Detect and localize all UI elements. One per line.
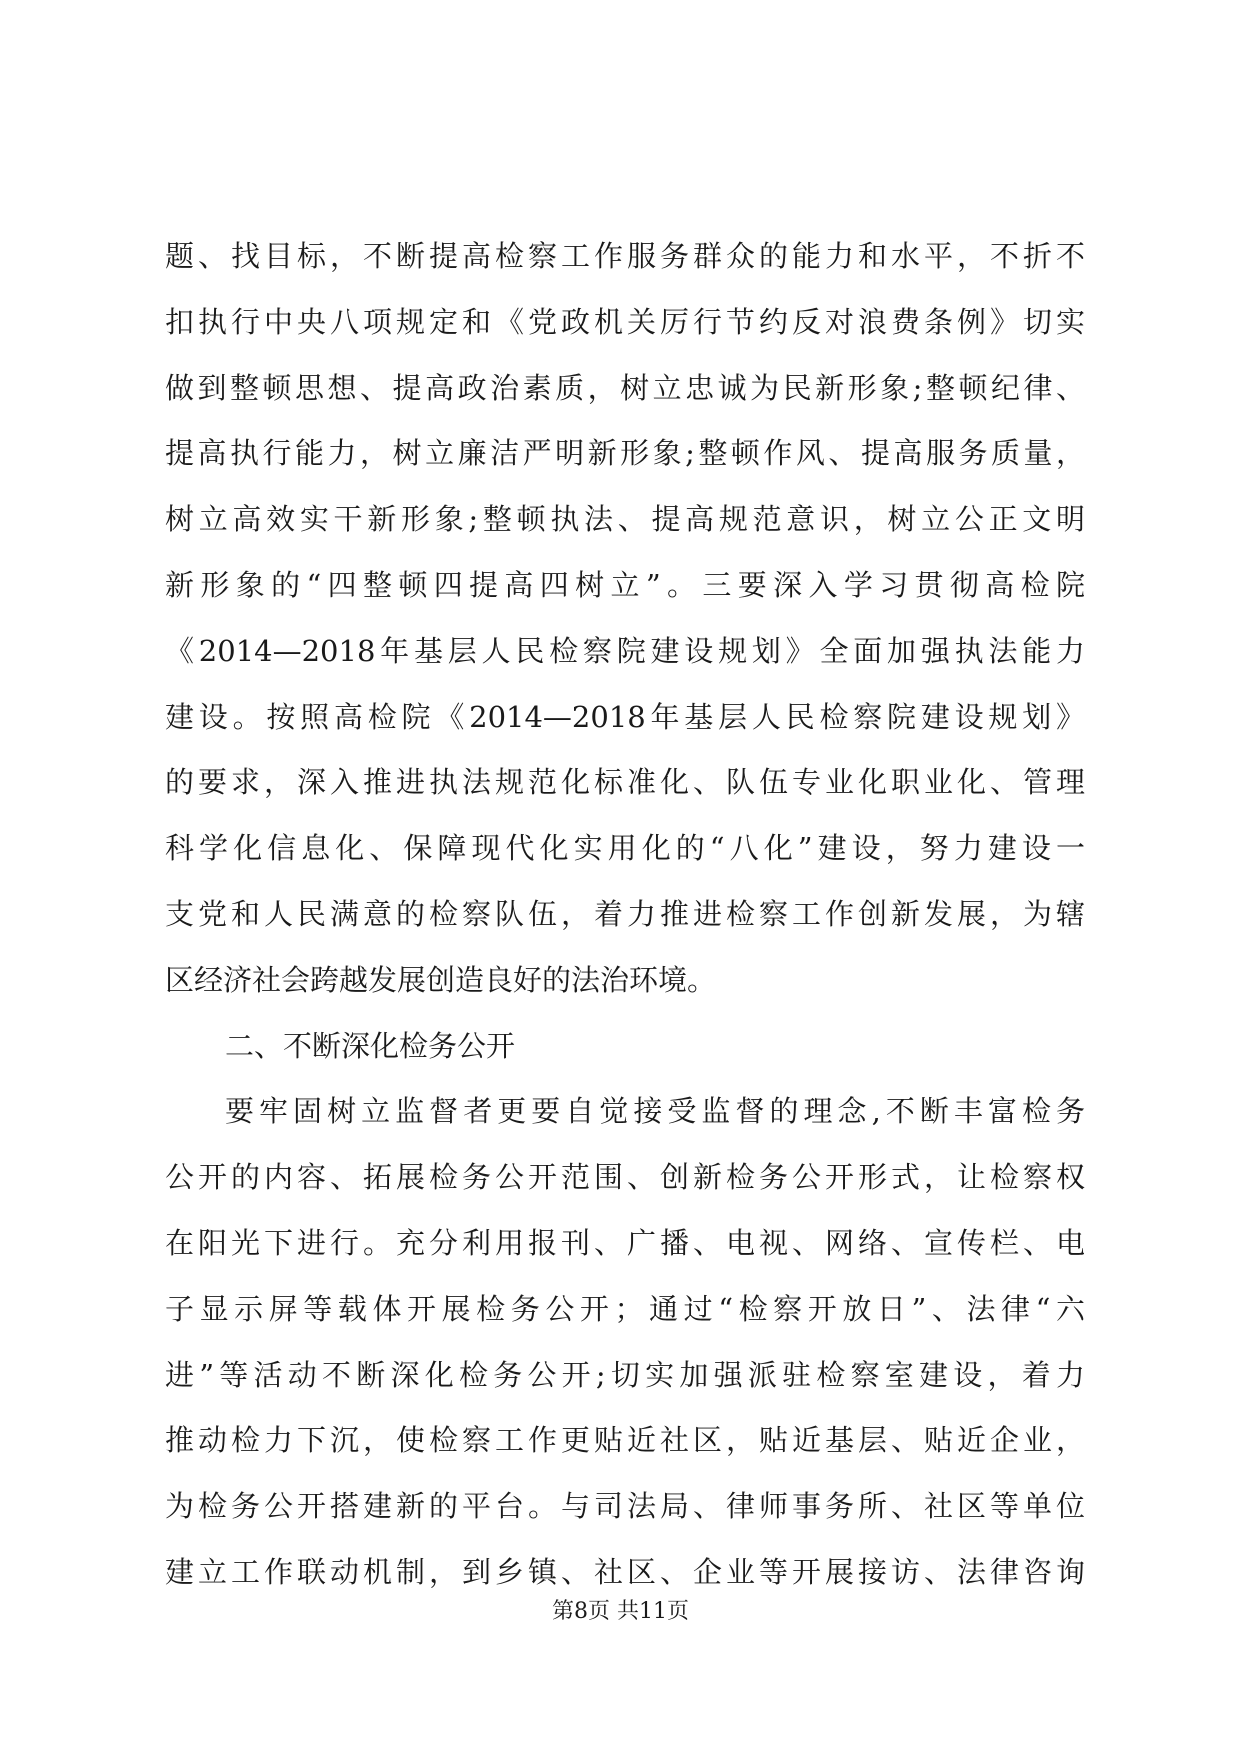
text-line: 支党和人民满意的检察队伍，着力推进检察工作创新发展，为辖: [165, 896, 1085, 931]
text-line: 推动检力下沉，使检察工作更贴近社区，贴近基层、贴近企业，: [165, 1423, 1085, 1458]
text-line: 进”等活动不断深化检务公开;切实加强派驻检察室建设，着力: [165, 1357, 1085, 1392]
text-line: 要牢固树立监督者更要自觉接受监督的理念,不断丰富检务: [225, 1094, 1085, 1129]
page-footer: 第8页 共11页: [552, 1599, 689, 1624]
text-line: 新形象的“四整顿四提高四树立”。三要深入学习贯彻高检院: [165, 567, 1085, 602]
text-line: 扣执行中央八项规定和《党政机关厉行节约反对浪费条例》切实: [165, 304, 1085, 339]
text-line: 科学化信息化、保障现代化实用化的“八化”建设，努力建设一: [165, 831, 1085, 866]
text-line: 二、不断深化检务公开: [225, 1028, 516, 1063]
text-line: 为检务公开搭建新的平台。与司法局、律师事务所、社区等单位: [165, 1489, 1085, 1524]
text-line: 区经济社会跨越发展创造良好的法治环境。: [165, 962, 717, 997]
text-line: 《2014—2018年基层人民检察院建设规划》全面加强执法能力: [165, 633, 1085, 668]
text-line: 树立高效实干新形象;整顿执法、提高规范意识，树立公正文明: [165, 502, 1085, 537]
text-line: 公开的内容、拓展检务公开范围、创新检务公开形式，让检察权: [165, 1160, 1085, 1195]
text-line: 的要求，深入推进执法规范化标准化、队伍专业化职业化、管理: [165, 765, 1085, 800]
text-line: 在阳光下进行。充分利用报刊、广播、电视、网络、宣传栏、电: [165, 1225, 1085, 1260]
text-line: 建设。按照高检院《2014—2018年基层人民检察院建设规划》: [165, 699, 1085, 734]
text-line: 建立工作联动机制，到乡镇、社区、企业等开展接访、法律咨询: [165, 1554, 1085, 1589]
text-line: 子显示屏等载体开展检务公开；通过“检察开放日”、法律“六: [165, 1291, 1085, 1326]
text-line: 题、找目标，不断提高检察工作服务群众的能力和水平，不折不: [165, 239, 1085, 273]
document-body: [165, 224, 1085, 1606]
text-line: 做到整顿思想、提高政治素质，树立忠诚为民新形象;整顿纪律、: [165, 370, 1085, 405]
text-line: 提高执行能力，树立廉洁严明新形象;整顿作风、提高服务质量，: [165, 436, 1085, 471]
